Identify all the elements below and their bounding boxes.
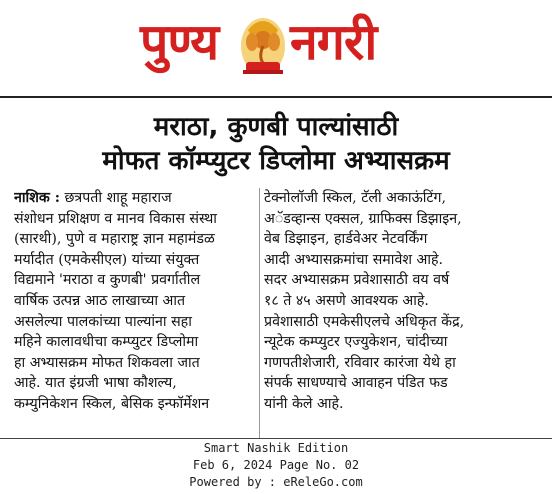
edition-date-page: Feb 6, 2024 Page No. 02 bbox=[192, 458, 360, 472]
article-line: न्यूटेक कम्प्युटर एज्युकेशन, चांदीच्या bbox=[264, 334, 448, 351]
article-line: प्रवेशासाठी एमकेसीएलचे अधिकृत केंद्र, bbox=[264, 313, 465, 330]
article-line: मर्यादीत (एमकेसीएल) यांच्या संयुक्त bbox=[14, 251, 200, 268]
logo-text-left: पुण्य bbox=[140, 13, 219, 71]
article-line: संपर्क साधण्याचे आवाहन पंडित फड bbox=[264, 375, 448, 392]
edition-footer bbox=[0, 440, 552, 491]
dateline: नाशिक : bbox=[14, 190, 60, 206]
powered-by-link[interactable]: Powered by : eReleGo.com bbox=[189, 475, 363, 489]
edition-name: Smart Nashik Edition bbox=[203, 441, 349, 455]
footer-divider bbox=[0, 438, 552, 439]
ganesha-emblem-icon bbox=[238, 10, 288, 76]
article-line: असलेल्या पालकांच्या पाल्यांना सहा bbox=[14, 313, 192, 330]
article-line: सदर अभ्यासक्रम प्रवेशासाठी वय वर्ष bbox=[264, 272, 450, 289]
headline-line-2: मोफत कॉम्प्युटर डिप्लोमा अभ्यासक्रम bbox=[102, 146, 450, 176]
article-text: छत्रपती शाहू महाराज bbox=[59, 190, 172, 206]
article-line: कम्युनिकेशन स्किल, बेसिक इन्फॉर्मेशन bbox=[14, 395, 210, 412]
article-line: वेब डिझाइन, हार्डवेअर नेटवर्किंग bbox=[264, 231, 428, 248]
article-line bbox=[14, 188, 258, 209]
article-column-left bbox=[14, 188, 258, 415]
article-line: १८ ते ४५ असणे आवश्यक आहे. bbox=[264, 292, 429, 309]
article-line: संशोधन प्रशिक्षण व मानव विकास संस्था bbox=[14, 210, 217, 227]
article-line: (सारथी), पुणे व महाराष्ट्र ज्ञान महामंडळ bbox=[14, 231, 215, 248]
article-line: हा अभ्यासक्रम मोफत शिकवला जात bbox=[14, 354, 200, 371]
masthead-divider bbox=[0, 96, 552, 98]
article-line: अॅडव्हान्स एक्सल, ग्राफिक्स डिझाइन, bbox=[264, 210, 462, 227]
headline-line-1: मराठा, कुणबी पाल्यांसाठी bbox=[153, 112, 399, 142]
article-line: महिने कालावधीचा कम्प्युटर डिप्लोमा bbox=[14, 334, 199, 351]
article-line: वार्षिक उत्पन्न आठ लाखाच्या आत bbox=[14, 292, 186, 309]
logo-text-right: नगरी bbox=[290, 13, 377, 71]
article-column-right bbox=[264, 188, 534, 415]
article-line: यांनी केले आहे. bbox=[264, 395, 344, 412]
column-divider bbox=[259, 188, 260, 438]
article-line: विद्यमाने 'मराठा व कुणबी' प्रवर्गातील bbox=[14, 272, 201, 289]
article-line: गणपतीशेजारी, रविवार कारंजा येथे हा bbox=[264, 354, 456, 371]
article-line: टेक्नोलॉजी स्किल, टॅली अकाऊंटिंग, bbox=[264, 190, 447, 206]
article-line: आहे. यात इंग्रजी भाषा कौशल्य, bbox=[14, 375, 177, 392]
masthead bbox=[0, 0, 552, 90]
article-line: आदी अभ्यासक्रमांचा समावेश आहे. bbox=[264, 251, 444, 268]
